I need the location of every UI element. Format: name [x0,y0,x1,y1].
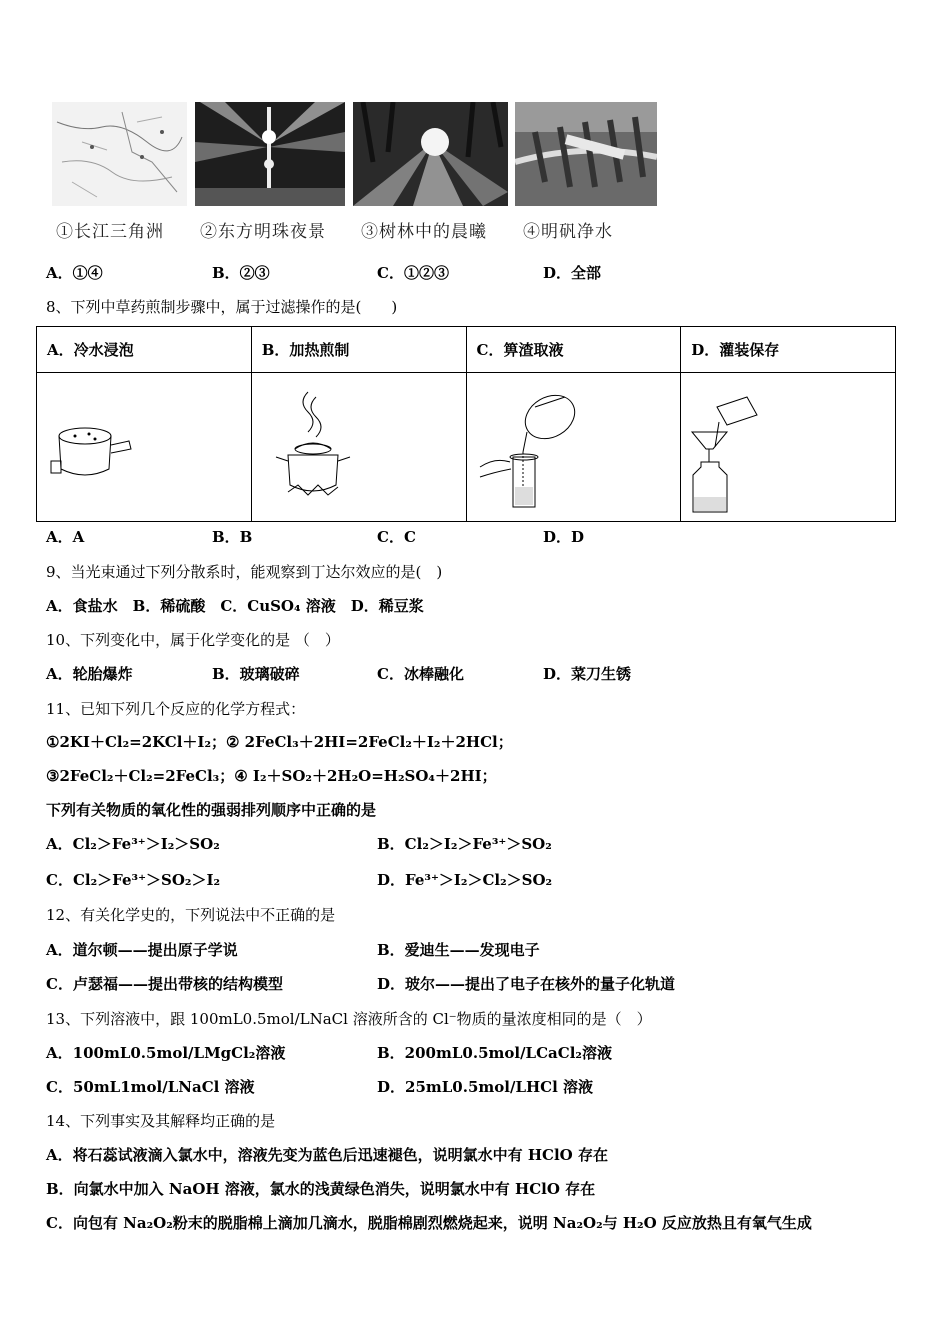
q10-option-d[interactable]: D．菜刀生锈 [543,665,632,683]
q7-option-c[interactable]: C．①②③ [377,264,449,282]
q7-option-a[interactable]: A．①④ [46,264,103,282]
q7-photo-strip [52,102,662,242]
q7-caption-2: ②东方明珠夜景 [200,222,326,242]
q8-cell-soak [37,373,252,522]
q10-option-b[interactable]: B．玻璃破碎 [212,665,300,683]
soaking-pot-icon [45,411,145,511]
funnel-bottle-icon [687,387,787,517]
q8-stem: 8、下列中草药煎制步骤中，属于过滤操作的是( ) [46,298,398,316]
q11-option-d[interactable]: D．Fe³⁺＞I₂＞Cl₂＞SO₂ [377,871,553,889]
q11-question: 下列有关物质的氧化性的强弱排列顺序中正确的是 [46,801,377,819]
q13-option-d[interactable]: D．25mL0.5mol/LHCl 溶液 [377,1078,594,1096]
yangtze-delta-map-image [52,102,187,206]
filtering-pot-icon [475,387,595,517]
q12-option-b[interactable]: B．爱迪生——发现电子 [377,941,540,959]
q8-header-d: D．灌装保存 [681,327,896,373]
q10-stem: 10、下列变化中，属于化学变化的是 （ ） [46,631,340,649]
q14-option-a[interactable]: A．将石蕊试液滴入氯水中，溶液先变为蓝色后迅速褪色，说明氯水中有 HClO 存在 [46,1146,608,1164]
q11-equations-2: ③2FeCl₂＋Cl₂=2FeCl₃；④ I₂＋SO₂＋2H₂O=H₂SO₄＋2HI； [46,767,497,785]
q12-option-d[interactable]: D．玻尔——提出了电子在核外的量子化轨道 [377,975,676,993]
q11-option-c[interactable]: C．Cl₂＞Fe³⁺＞SO₂＞I₂ [46,871,221,889]
q8-cell-filter [466,373,681,522]
q8-cell-store [681,373,896,522]
q14-stem: 14、下列事实及其解释均正确的是 [46,1112,276,1130]
q8-option-b[interactable]: B．B [212,528,253,546]
q8-option-d[interactable]: D．D [543,528,585,546]
q7-option-b[interactable]: B．②③ [212,264,270,282]
q10-option-a[interactable]: A．轮胎爆炸 [46,665,133,683]
q7-caption-4: ④明矾净水 [523,222,613,242]
q13-option-b[interactable]: B．200mL0.5mol/LCaCl₂溶液 [377,1044,612,1062]
q14-option-b[interactable]: B．向氯水中加入 NaOH 溶液，氯水的浅黄绿色消失，说明氯水中有 HClO 存在 [46,1180,596,1198]
heating-pot-icon [268,387,368,517]
q13-option-c[interactable]: C．50mL1mol/LNaCl 溶液 [46,1078,255,1096]
alum-water-purification-image [515,102,657,206]
q12-option-c[interactable]: C．卢瑟福——提出带核的结构模型 [46,975,283,993]
q9-stem: 9、当光束通过下列分散系时，能观察到丁达尔效应的是( ) [46,563,443,581]
q11-option-a[interactable]: A．Cl₂＞Fe³⁺＞I₂＞SO₂ [46,835,220,853]
q8-table [36,326,896,522]
q12-stem: 12、有关化学史的，下列说法中不正确的是 [46,906,336,924]
q8-header-b: B．加热煎制 [251,327,466,373]
q8-option-a[interactable]: A．A [46,528,85,546]
q11-equations-1: ①2KI＋Cl₂=2KCl＋I₂；② 2FeCl₃＋2HI=2FeCl₂＋I₂＋2HCl； [46,733,513,751]
q13-stem: 13、下列溶液中，跟 100mL0.5mol/LNaCl 溶液所含的 Cl⁻物质的量浓度相同的是（ ） [46,1010,652,1028]
q9-options[interactable]: A．食盐水 B．稀硫酸 C．CuSO₄ 溶液 D．稀豆浆 [46,597,424,615]
q13-option-a[interactable]: A．100mL0.5mol/LMgCl₂溶液 [46,1044,286,1062]
oriental-pearl-night-image [195,102,345,206]
q7-option-d[interactable]: D．全部 [543,264,602,282]
q12-option-a[interactable]: A．道尔顿——提出原子学说 [46,941,238,959]
forest-morning-light-image [353,102,508,206]
q8-header-a: A．冷水浸泡 [37,327,252,373]
q11-stem: 11、已知下列几个反应的化学方程式： [46,700,306,718]
q7-caption-1: ①长江三角洲 [56,222,164,242]
q10-option-c[interactable]: C．冰棒融化 [377,665,464,683]
q8-option-c[interactable]: C．C [377,528,416,546]
q7-caption-3: ③树林中的晨曦 [361,222,487,242]
q8-cell-heat [251,373,466,522]
q11-option-b[interactable]: B．Cl₂＞I₂＞Fe³⁺＞SO₂ [377,835,552,853]
q8-header-c: C．箅渣取液 [466,327,681,373]
q14-option-c[interactable]: C．向包有 Na₂O₂粉末的脱脂棉上滴加几滴水，脱脂棉剧烈燃烧起来，说明 Na₂O₂与 H₂O 反应放热且有氧气生成 [46,1214,812,1232]
